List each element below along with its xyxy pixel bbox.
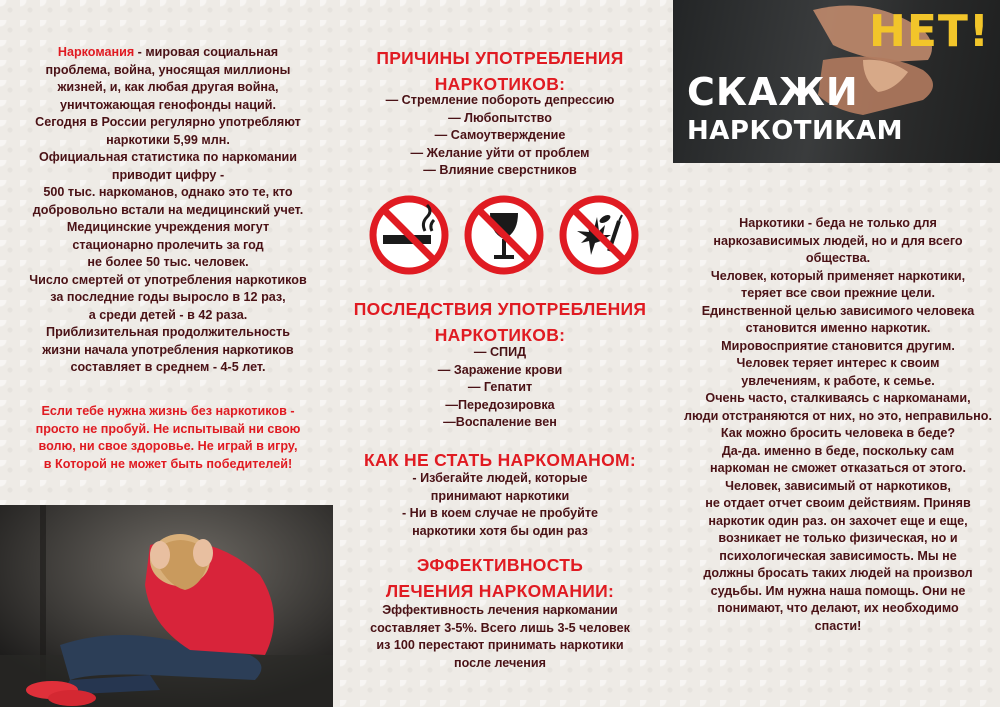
efficiency-line: из 100 перестают принимать наркотики [376, 638, 624, 652]
list-item: — Желание уйти от проблем [410, 145, 590, 160]
list-item: —Воспаление вен [443, 415, 557, 429]
intro-text-segment: не более 50 тыс. человек. [87, 255, 249, 269]
efficiency-line: после лечения [453, 655, 546, 670]
efficiency-heading-line: ЛЕЧЕНИЯ НАРКОМАНИИ: [385, 581, 615, 601]
right-body-text [679, 215, 997, 635]
intro-line [18, 167, 318, 185]
call-line: волю, ни свое здоровье. Не играй в игру, [38, 439, 298, 453]
intro-text-segment: а среди детей - в 42 раза. [88, 307, 248, 322]
banner-net-text: НЕТ! [869, 6, 990, 57]
intro-line [18, 272, 318, 290]
intro-text-segment: составляет в среднем - 4-5 лет. [70, 360, 266, 374]
consequences-heading-line: НАРКОТИКОВ: [434, 325, 566, 345]
call-line: просто не пробуй. Не испытывай ни свою [35, 421, 301, 436]
intro-text-segment: наркотики 5,99 млн. [106, 132, 230, 147]
photo-illustration [0, 505, 333, 707]
call-line: в Которой не может быть победителей! [43, 456, 293, 471]
intro-text-segment: Официальная статистика по наркомании [38, 150, 298, 164]
right-text-line: наркоман не сможет отказаться от этого. [710, 461, 966, 475]
intro-text-segment: Сегодня в России регулярно употребляют [35, 115, 301, 129]
right-text-line: Очень часто, сталкиваясь с наркоманами, [705, 391, 971, 405]
right-text-line: люди отстраняются от них, но это, неправильно. [684, 408, 992, 423]
list-item: — Стремление побороть депрессию [385, 93, 615, 107]
intro-text-segment: добровольно встали на медицинский учет. [32, 202, 304, 217]
intro-highlight: Наркомания [57, 45, 135, 59]
list-item: — СПИД [473, 345, 527, 359]
intro-line [18, 359, 318, 377]
right-text-line: понимают, что делают, их необходимо [717, 601, 959, 615]
how-not-list [333, 470, 667, 540]
right-text-line: Человек, который применяет наркотики, [710, 268, 966, 283]
intro-text-segment: проблема, война, уносящая миллионы [45, 62, 291, 77]
intro-line [18, 97, 318, 115]
efficiency-line: составляет 3-5%. Всего лишь 3-5 человек [370, 620, 630, 635]
list-item: принимают наркотики [430, 488, 570, 503]
intro-text [18, 44, 318, 377]
intro-line [18, 149, 318, 167]
reasons-heading [333, 45, 667, 97]
intro-line [18, 324, 318, 342]
intro-text-segment: 500 тыс. наркоманов, однако это те, кто [43, 185, 293, 199]
efficiency-heading-line: ЭФФЕКТИВНОСТЬ [416, 555, 584, 575]
right-text-line: должны бросать таких людей на произвол [703, 566, 973, 580]
right-text-line: теряет все свои прежние цели. [741, 286, 935, 300]
intro-line [18, 237, 318, 255]
list-item: - Избегайте людей, которые [412, 471, 588, 485]
intro-line [18, 44, 318, 62]
no-drugs-icon [559, 195, 639, 275]
right-panel [667, 0, 1000, 707]
list-item: — Заражение крови [437, 362, 563, 377]
reasons-list [333, 92, 667, 180]
cover-banner [673, 0, 1000, 163]
intro-line [18, 114, 318, 132]
list-item: —Передозировка [445, 397, 555, 412]
right-text-line: Человек, зависимый от наркотиков, [725, 478, 951, 493]
no-smoking-icon [369, 195, 449, 275]
call-to-action-text [18, 403, 318, 473]
intro-text-segment: приводит цифру - [111, 167, 225, 182]
right-text-line: возникает не только физическая, но и [718, 531, 958, 545]
banner-say-text: СКАЖИ [687, 70, 859, 114]
intro-line [18, 184, 318, 202]
list-item: наркотики хотя бы один раз [412, 523, 588, 538]
right-text-line: психологическая зависимость. Мы не [719, 548, 957, 563]
intro-line [18, 132, 318, 150]
reasons-heading-line: НАРКОТИКОВ: [434, 74, 566, 94]
distressed-girl-photo [0, 505, 333, 707]
list-item: — Гепатит [467, 380, 533, 394]
call-line: Если тебе нужна жизнь без наркотиков - [41, 404, 295, 418]
right-text-line: Наркотики - беда не только для [739, 216, 937, 230]
right-text-line: не отдает отчет своим действиям. Приняв [705, 496, 971, 510]
reasons-heading-line: ПРИЧИНЫ УПОТРЕБЛЕНИЯ [376, 48, 624, 68]
right-text-line: Мировосприятие становится другим. [721, 338, 955, 353]
efficiency-heading [333, 552, 667, 604]
intro-text-segment: Приблизительная продолжительность [46, 325, 290, 339]
consequences-heading [333, 296, 667, 348]
intro-text-segment: жизни начала употребления наркотиков [42, 342, 294, 357]
intro-line [18, 307, 318, 325]
right-text-line: общества. [805, 251, 871, 265]
prohibition-signs [369, 195, 639, 275]
intro-text-segment: жизней, и, как любая другая война, [57, 80, 279, 94]
intro-line [18, 202, 318, 220]
left-panel [0, 0, 333, 707]
list-item: — Любопытство [448, 110, 552, 125]
intro-text-segment: Медицинские учреждения могут [66, 220, 270, 234]
efficiency-line: Эффективность лечения наркомании [382, 603, 618, 617]
intro-text-segment: - мировая социальная [134, 45, 279, 59]
right-text-line: спасти! [814, 618, 862, 633]
consequences-heading-line: ПОСЛЕДСТВИЯ УПОТРЕБЛЕНИЯ [353, 299, 647, 319]
list-item: — Самоутверждение [434, 128, 566, 142]
consequences-list [333, 344, 667, 432]
efficiency-text [355, 602, 645, 672]
how-not-heading: КАК НЕ СТАТЬ НАРКОМАНОМ: [363, 450, 637, 470]
banner-drugs-text: НАРКОТИКАМ [687, 116, 904, 146]
list-item: — Влияние сверстников [423, 163, 577, 177]
intro-line [18, 219, 318, 237]
intro-line [18, 79, 318, 97]
right-text-line: увлечениям, к работе, к семье. [741, 373, 935, 388]
intro-line [18, 289, 318, 307]
intro-text-segment: стационарно пролечить за год [72, 237, 264, 252]
no-alcohol-icon [464, 195, 544, 275]
right-text-line: Единственной целью зависимого человека [701, 303, 975, 318]
intro-text-segment: уничтожающая генофонды наций. [60, 97, 276, 112]
right-text-line: Да-да. именно в беде, поскольку сам [721, 443, 955, 458]
right-text-line: Как можно бросить человека в беде? [720, 426, 956, 440]
intro-line [18, 62, 318, 80]
intro-line [18, 342, 318, 360]
right-text-line: становится именно наркотик. [745, 321, 931, 335]
intro-line [18, 254, 318, 272]
right-text-line: наркотик один раз. он захочет еще и еще, [708, 513, 968, 528]
right-text-line: судьбы. Им нужна наша помощь. Они не [710, 583, 966, 598]
middle-panel [333, 0, 667, 707]
intro-text-segment: за последние годы выросло в 12 раз, [50, 290, 286, 304]
intro-text-segment: Число смертей от употребления наркотиков [29, 272, 307, 287]
list-item: - Ни в коем случае не пробуйте [401, 506, 599, 520]
right-text-line: наркозависимых людей, но и для всего [713, 233, 963, 248]
right-text-line: Человек теряет интерес к своим [736, 356, 940, 370]
